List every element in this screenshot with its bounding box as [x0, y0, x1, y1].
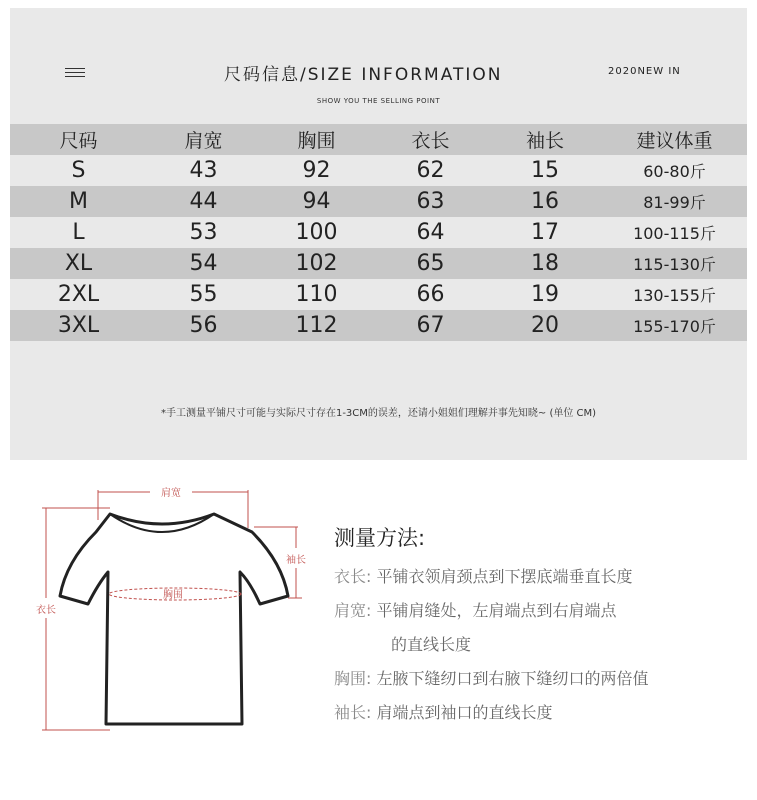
header-sleeve: 袖长 [525, 130, 564, 152]
size-panel [10, 8, 747, 460]
sleeve-cell: 18 [531, 251, 559, 276]
size-cell: S [71, 158, 86, 183]
measure-chest-text: 左腋下缝纫口到右腋下缝纫口的两倍值 [376, 669, 649, 688]
header-weight: 建议体重 [636, 130, 713, 152]
measurement-note: *手工测量平铺尺寸可能与实际尺寸存在1-3CM的误差，还请小姐姐们理解并事先知晓~ (单位 CM) [160, 408, 597, 419]
sleeve-cell: 19 [531, 282, 559, 307]
new-in-badge: 2020NEW IN [608, 66, 681, 77]
page-title: 尺码信息/SIZE INFORMATION [224, 65, 503, 85]
length-cell: 64 [416, 220, 445, 245]
size-cell: 3XL [57, 313, 100, 338]
sleeve-cell: 20 [531, 313, 559, 338]
shoulder-cell: 53 [189, 220, 218, 245]
measure-length [334, 566, 649, 600]
header-length: 衣长 [411, 130, 450, 152]
size-cell: XL [64, 251, 93, 276]
shoulder-cell: 44 [189, 189, 218, 214]
length-label: 衣长 [36, 605, 56, 616]
shoulder-cell: 55 [189, 282, 218, 307]
sleeve-label: 袖长 [286, 555, 306, 566]
header-shoulder: 肩宽 [184, 130, 223, 152]
table-row [10, 217, 747, 248]
length-cell: 62 [416, 158, 445, 183]
table-row [10, 279, 747, 310]
chest-cell: 92 [302, 158, 331, 183]
tshirt-outline [60, 514, 288, 724]
weight-cell: 115-130斤 [633, 255, 716, 274]
length-cell: 65 [416, 251, 445, 276]
length-cell: 63 [416, 189, 445, 214]
table-row [10, 155, 747, 186]
measure-shoulder-label: 肩宽: [334, 601, 372, 620]
shoulder-cell: 54 [189, 251, 218, 276]
shoulder-label: 肩宽 [161, 488, 181, 499]
shoulder-cell: 43 [189, 158, 218, 183]
weight-cell: 155-170斤 [633, 317, 716, 336]
weight-cell: 60-80斤 [643, 162, 706, 181]
measure-sleeve [334, 702, 649, 736]
subtitle: SHOW YOU THE SELLING POINT [316, 97, 441, 105]
weight-cell: 130-155斤 [633, 286, 716, 305]
menu-icon [65, 68, 85, 78]
measure-shoulder [334, 600, 649, 634]
measure-length-text: 平铺衣领肩颈点到下摆底端垂直长度 [376, 567, 633, 586]
measure-method [334, 522, 649, 736]
sleeve-cell: 15 [531, 158, 559, 183]
length-cell: 66 [416, 282, 445, 307]
measure-shoulder-cont [334, 634, 649, 668]
sleeve-cell: 16 [531, 189, 559, 214]
size-cell: L [72, 220, 85, 245]
chest-cell: 102 [295, 251, 338, 276]
length-measure [42, 508, 110, 730]
header-size: 尺码 [59, 130, 98, 152]
sleeve-cell: 17 [531, 220, 559, 245]
size-table [10, 124, 747, 341]
length-cell: 67 [416, 313, 445, 338]
measure-title: 测量方法: [334, 526, 426, 550]
measure-sleeve-label: 袖长: [334, 703, 372, 722]
measure-chest-label: 胸围: [334, 669, 372, 688]
table-row [10, 248, 747, 279]
size-cell: M [69, 189, 88, 214]
table-row [10, 310, 747, 341]
weight-cell: 100-115斤 [633, 224, 716, 243]
measure-sleeve-text: 肩端点到袖口的直线长度 [376, 703, 553, 722]
tshirt-diagram [20, 472, 320, 742]
chest-cell: 100 [295, 220, 338, 245]
measure-length-label: 衣长: [334, 567, 372, 586]
shoulder-cell: 56 [189, 313, 218, 338]
table-row [10, 186, 747, 217]
chest-cell: 112 [295, 313, 338, 338]
weight-cell: 81-99斤 [643, 193, 706, 212]
size-cell: 2XL [57, 282, 100, 307]
chest-cell: 94 [302, 189, 331, 214]
chest-cell: 110 [295, 282, 338, 307]
measure-shoulder-text2: 的直线长度 [391, 635, 472, 654]
measure-chest [334, 668, 649, 702]
header-chest: 胸围 [297, 130, 336, 152]
chest-label: 胸围 [163, 590, 183, 601]
measure-shoulder-text: 平铺肩缝处，左肩端点到右肩端点 [376, 601, 617, 620]
table-header-row [10, 124, 747, 155]
